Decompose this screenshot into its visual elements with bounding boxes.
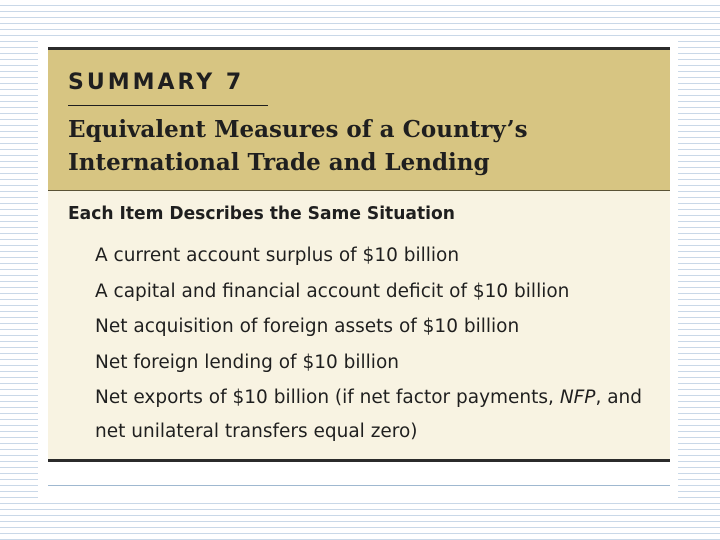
equivalent-measures-list (95, 238, 655, 449)
list-item: Net acquisition of foreign assets of $10 billion (95, 316, 520, 337)
list-item: A current account surplus of $10 billion (95, 245, 460, 266)
list-item: Net foreign lending of $10 billion (95, 351, 399, 373)
list-item-text: Net exports of $10 billion (if net factor payments, (95, 387, 560, 408)
list-item: A capital and financial account deficit of $10 billion (95, 280, 570, 302)
summary-title: Equivalent Measures of a Country’s International Trade and Lending (68, 116, 528, 176)
summary-card (48, 47, 670, 462)
list-item-emphasis: NFP (559, 387, 596, 408)
summary-label-underline (68, 105, 268, 106)
summary-label: SUMMARY 7 (68, 70, 245, 95)
section-heading: Each Item Describes the Same Situation (68, 203, 455, 224)
list-item-text: , and net unilateral transfers equal zero) (95, 387, 643, 442)
footer-divider (48, 485, 670, 486)
summary-card-header (48, 50, 670, 191)
slide (38, 40, 678, 500)
list-item (95, 381, 655, 449)
